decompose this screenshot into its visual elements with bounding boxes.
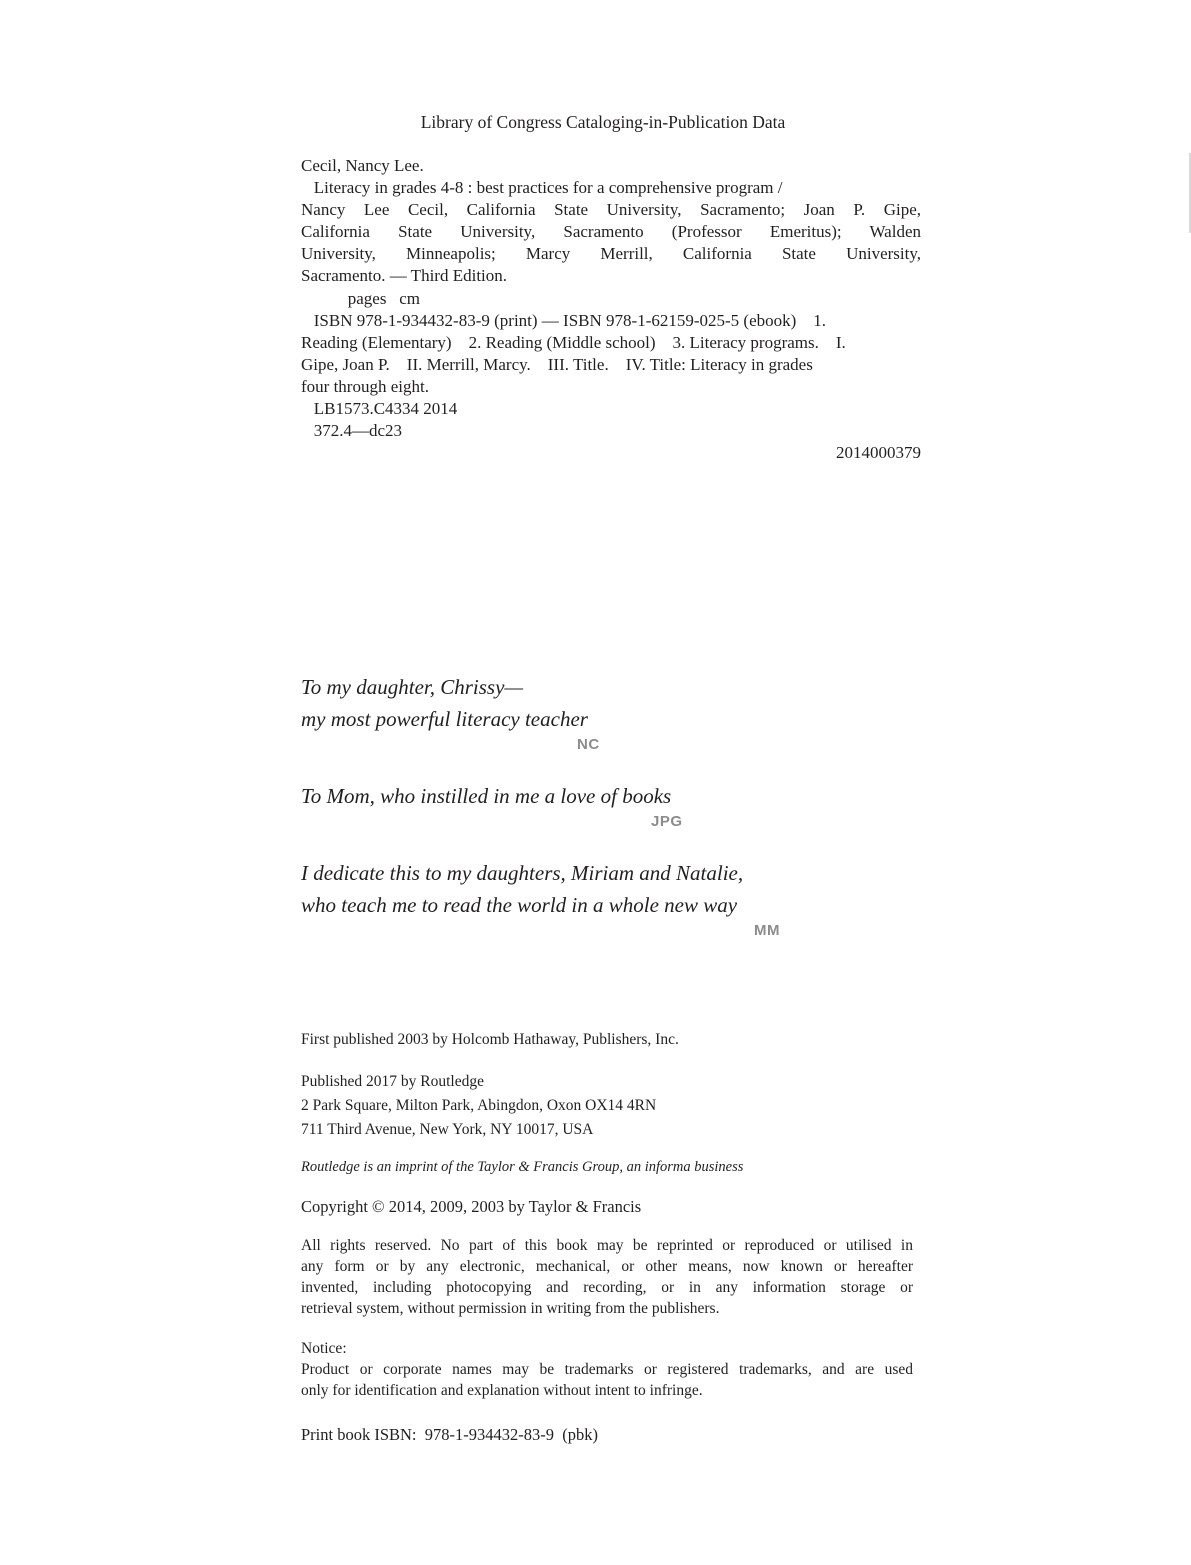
dedication-line: To my daughter, Chrissy— <box>301 675 524 699</box>
cip-isbn-line: ISBN 978-1-934432-83-9 (print) — ISBN 978-1-62159-025-5 (ebook) 1. <box>301 310 827 330</box>
cip-record <box>301 155 921 464</box>
dedication-line: my most powerful literacy teacher <box>301 707 588 731</box>
dedication-nc <box>301 671 821 755</box>
cip-line: University, Minneapolis; Marcy Merrill, California State University, <box>301 244 921 264</box>
dedication-initials: MM <box>754 922 780 939</box>
cip-heading: Library of Congress Cataloging-in-Publication Data <box>420 112 786 132</box>
dedication-initials: JPG <box>651 813 683 830</box>
copyright-notice <box>301 1196 913 1217</box>
notice-block <box>301 1338 913 1401</box>
cip-title-line: Literacy in grades 4-8 : best practices for a comprehensive program / <box>301 178 783 198</box>
published-line: Published 2017 by Routledge <box>301 1073 484 1090</box>
rights-line: invented, including photocopying and recording, or in any information storage or <box>301 1279 913 1296</box>
notice-heading: Notice: <box>301 1340 347 1357</box>
cip-subjects-line: Gipe, Joan P. II. Merrill, Marcy. III. Title. IV. Title: Literacy in grades <box>301 354 813 374</box>
notice-line: Product or corporate names may be trademarks or registered trademarks, and are used <box>301 1361 913 1378</box>
address-uk: 2 Park Square, Milton Park, Abingdon, Oxon OX14 4RN <box>301 1097 657 1114</box>
cip-dewey-class: 372.4—dc23 <box>301 421 403 441</box>
dedication-jpg <box>301 780 821 832</box>
first-published <box>301 1029 913 1050</box>
rights-line: All rights reserved. No part of this book may be reprinted or reproduced or utilised in <box>301 1237 913 1254</box>
print-isbn: Print book ISBN: 978-1-934432-83-9 (pbk) <box>301 1425 598 1444</box>
cip-lc-class: LB1573.C4334 2014 <box>301 399 458 419</box>
dedication-line: To Mom, who instilled in me a love of books <box>301 784 672 808</box>
cip-edition-line: Sacramento. — Third Edition. <box>301 266 508 286</box>
rights-line: any form or by any electronic, mechanical, or other means, now known or hereafter <box>301 1258 913 1275</box>
rights-statement <box>301 1235 913 1319</box>
copyright-text: Copyright © 2014, 2009, 2003 by Taylor & Francis <box>301 1197 642 1216</box>
dedication-initials: NC <box>577 736 600 753</box>
imprint-text: Routledge is an imprint of the Taylor & Francis Group, an informa business <box>301 1159 744 1175</box>
isbn-block <box>301 1424 913 1445</box>
imprint-statement <box>301 1157 913 1178</box>
cip-subjects-line: four through eight. <box>301 376 429 396</box>
cip-pages-line: pages cm <box>301 288 420 308</box>
first-published-text: First published 2003 by Holcomb Hathaway, Publishers, Inc. <box>301 1031 679 1048</box>
cip-line: California State University, Sacramento (Professor Emeritus); Walden <box>301 222 921 242</box>
rights-line: retrieval system, without permission in writing from the publishers. <box>301 1300 720 1317</box>
cip-subjects-line: Reading (Elementary) 2. Reading (Middle school) 3. Literacy programs. I. <box>301 332 846 352</box>
dedication-line: who teach me to read the world in a whole new way <box>301 893 738 917</box>
cip-line: Nancy Lee Cecil, California State University, Sacramento; Joan P. Gipe, <box>301 200 921 220</box>
publisher-address <box>301 1070 913 1142</box>
dedication-line: I dedicate this to my daughters, Miriam and Natalie, <box>301 861 744 885</box>
address-us: 711 Third Avenue, New York, NY 10017, USA <box>301 1121 594 1138</box>
cip-lccn: 2014000379 <box>836 443 921 463</box>
cip-author-line: Cecil, Nancy Lee. <box>301 156 424 175</box>
dedication-mm <box>301 857 821 941</box>
notice-line: only for identification and explanation without intent to infringe. <box>301 1382 703 1399</box>
